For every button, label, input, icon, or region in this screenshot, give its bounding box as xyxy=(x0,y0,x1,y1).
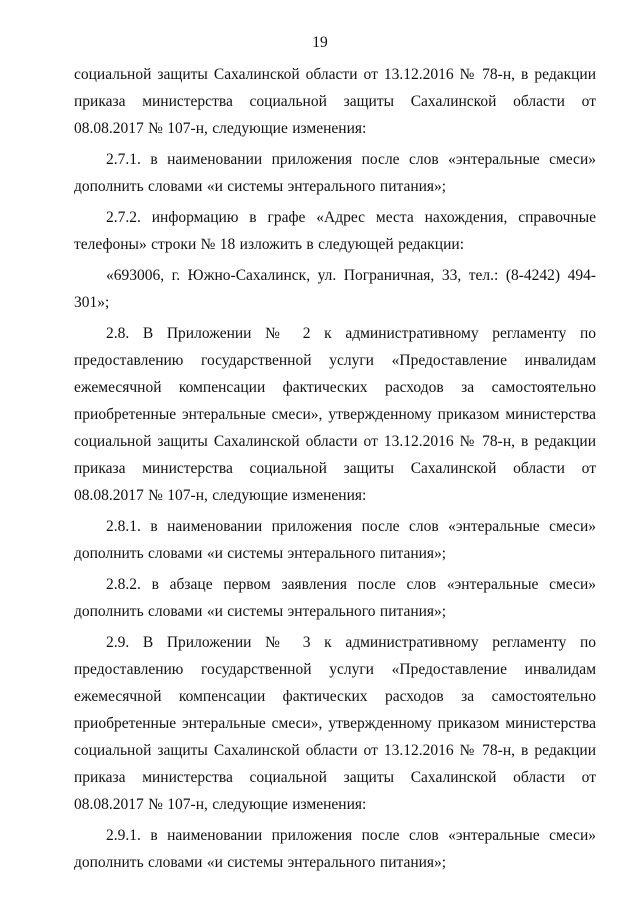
paragraph-2-9-1: 2.9.1. в наименовании приложения после слов «энтеральные смеси» дополнить словами «и системы энтерального питания»; xyxy=(74,827,596,871)
paragraph-2-9: 2.9. В Приложении № 3 к административному регламенту по предоставлению государственной услуги «Предоставление инвалидам ежемесячной компенсации фактических расходов за самостоятельно приобретенные энтеральные смеси», утвержденному приказом министерства социальной защиты Сахалинской области от 13.12.2016 № 78-н, в редакции приказа министерства социальной защиты Сахалинской области от 08.08.2017 № 107-н, следующие изменения: xyxy=(74,634,596,813)
paragraph-2-7-2: 2.7.2. информацию в графе «Адрес места нахождения, справочные телефоны» строки № 18 изложить в следующей редакции: xyxy=(74,209,596,253)
paragraph-address: «693006, г. Южно-Сахалинск, ул. Пограничная, 33, тел.: (8-4242) 494-301»; xyxy=(74,267,596,311)
paragraph-2-8: 2.8. В Приложении № 2 к административному регламенту по предоставлению государственной услуги «Предоставление инвалидам ежемесячной компенсации фактических расходов за самостоятельно приобретенные энтеральные смеси», утвержденному приказом министерства социальной защиты Сахалинской области от 13.12.2016 № 78-н, в редакции приказа министерства социальной защиты Сахалинской области от 08.08.2017 № 107-н, следующие изменения: xyxy=(74,325,596,504)
page-number: 19 xyxy=(312,34,328,51)
paragraph-2-8-1: 2.8.1. в наименовании приложения после слов «энтеральные смеси» дополнить словами «и системы энтерального питания»; xyxy=(74,518,596,562)
paragraph-2-7-1: 2.7.1. в наименовании приложения после слов «энтеральные смеси» дополнить словами «и системы энтерального питания»; xyxy=(74,151,596,195)
paragraph-continuation: социальной защиты Сахалинской области от 13.12.2016 № 78-н, в редакции приказа министерства социальной защиты Сахалинской области от 08.08.2017 № 107-н, следующие изменения: xyxy=(74,66,596,137)
paragraph-2-8-2: 2.8.2. в абзаце первом заявления после слов «энтеральные смеси» дополнить словами «и системы энтерального питания»; xyxy=(74,576,596,620)
